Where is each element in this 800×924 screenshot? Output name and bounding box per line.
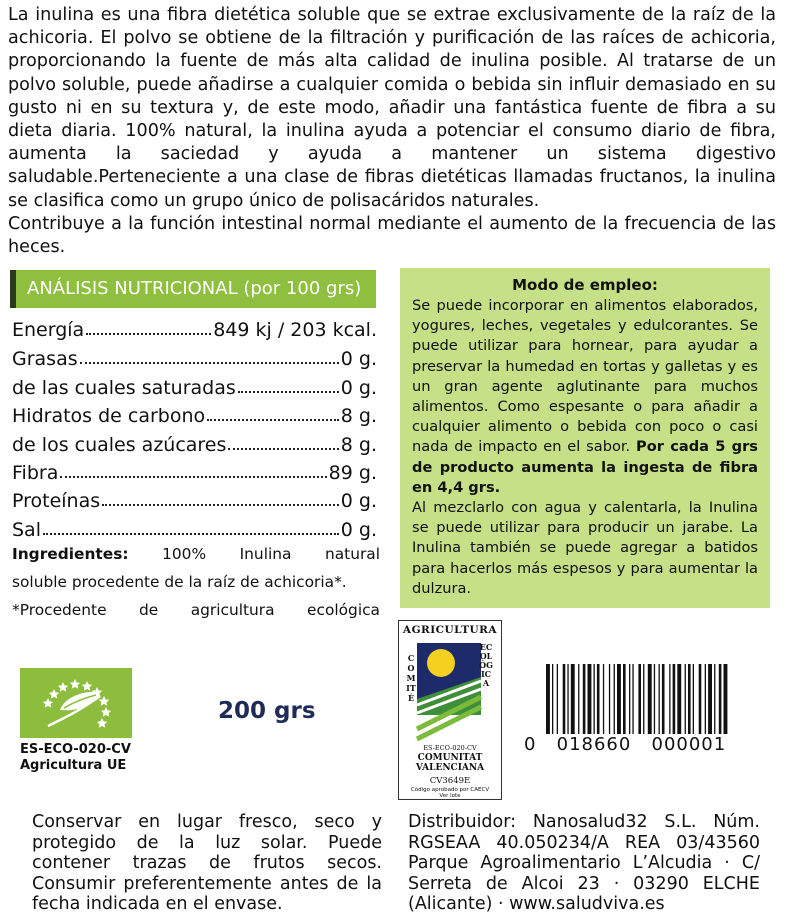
- nutrition-value: 849 kj / 203 kcal.: [213, 319, 377, 341]
- nutrition-label: Fibra: [12, 462, 59, 484]
- barcode-digits: 0 018660 000001: [524, 734, 727, 755]
- nutrition-value: 0 g.: [340, 519, 377, 541]
- nutrition-value: 0 g.: [340, 348, 377, 370]
- nutrition-row-fat: [12, 341, 377, 370]
- nutrition-label: Proteínas: [12, 490, 101, 512]
- nutrition-row-saturated: [12, 370, 377, 399]
- caecv-approved-line: Ver lote: [439, 793, 461, 799]
- product-description: [8, 4, 776, 259]
- ingredients-footnote: *Procedente de agricultura ecológica: [12, 601, 380, 619]
- nutrition-label: Hidratos de carbono: [12, 405, 206, 427]
- caecv-region: [399, 753, 501, 773]
- dot-leader: [238, 390, 339, 393]
- net-weight: 200 grs: [218, 698, 316, 724]
- caecv-emblem-icon: [413, 639, 485, 743]
- caecv-vertical-left: COMITÉ: [406, 653, 416, 703]
- nutrition-value: 89 g.: [328, 462, 377, 484]
- nutrition-row-carbs: [12, 398, 377, 427]
- description-paragraph: La inulina es una fibra dietética soluble que se extrae exclusivamente de la raíz de la achicoria. El polvo se obtiene de la filtración y purificación de las raíces de achicoria, proporcionando la fuente de más alta calidad de inulina posible. Al tratarse de un polvo soluble, puede añadirse a cualquier comida o bebida sin influir demasiado en su gusto ni en su textura y, de este modo, añadir una fantástica fuente de fibra a su dieta diaria. 100% natural, la inulina ayuda a potenciar el consumo diario de fibra, aumenta la saciedad y ayuda a mantener un sistema digestivo saludable.Perteneciente a una clase de fibras dietéticas llamadas fructanos, la inulina se clasifica como un grupo único de polisacáridos naturales.: [8, 5, 776, 211]
- dot-leader: [80, 361, 339, 364]
- nutrition-label: de los cuales azúcares: [12, 434, 227, 456]
- nutrition-value: 8 g.: [340, 405, 377, 427]
- distributor-details: Núm. RGSEAA 40.050234/A REA 03/43560 Parque Agroalimentario L’Alcudia · C/ Serreta de Alcoi 23 · 03290 ELCHE (Alicante) · www.saludviva.es: [408, 812, 760, 915]
- ingredients-line: soluble procedente de la raíz de achicoria*.: [12, 573, 347, 591]
- usage-text-part: Se puede incorporar en alimentos elaborados, yogures, leches, vegetales y edulcorantes. Se puede utilizar para hornear, para ayudar a preservar la humedad en tortas y galletas y es un gran agente aglutinante para muchos alimentos. Como espesante o para añadir a cualquier alimento o bebida con poco o casi nada de impacto en el sabor.: [412, 297, 758, 456]
- nutrition-label: de las cuales saturadas: [12, 377, 236, 399]
- header-accent-bar: [10, 270, 16, 308]
- caecv-vertical-right: ECOLÓGICA: [479, 642, 493, 688]
- storage-instructions: Conservar en lugar fresco, seco y protegido de la luz solar. Puede contener trazas de frutos secos. Consumir preferentemente antes de la fecha indicada en el envase.: [32, 812, 382, 915]
- ingredients: [12, 540, 380, 596]
- dot-leader: [102, 503, 339, 506]
- dot-leader: [43, 532, 339, 535]
- eu-organic-leaf-logo: [20, 668, 132, 738]
- usage-text: [412, 296, 758, 599]
- nutrition-row-energy: [12, 312, 377, 341]
- caecv-code: ES-ECO-020-CV: [423, 744, 477, 752]
- nutrition-header-label: ANÁLISIS NUTRICIONAL (por 100 grs): [27, 278, 362, 299]
- nutrition-value: 0 g.: [340, 490, 377, 512]
- caecv-registration: CV3649E: [429, 776, 471, 786]
- caecv-approved: [399, 787, 501, 799]
- usage-title: Modo de empleo:: [512, 276, 658, 294]
- caecv-top-text: AGRICULTURA: [402, 624, 498, 636]
- distributor-label: Distribuidor: Nanosalud32 S.L.: [408, 812, 697, 832]
- eu-cert-label: Agricultura UE: [20, 758, 127, 773]
- nutrition-value: 0 g.: [340, 377, 377, 399]
- ingredients-label: Ingredientes:: [12, 545, 129, 563]
- eu-cert-code: ES-ECO-020-CV: [20, 742, 131, 757]
- nutrition-row-fiber: [12, 455, 377, 484]
- nutrition-value: 8 g.: [340, 434, 377, 456]
- usage-highlight: Por cada 5 grs de producto aumenta la ingesta de fibra en 4,4 grs.: [412, 438, 758, 496]
- dot-leader: [207, 418, 339, 421]
- nutrition-row-sugars: [12, 427, 377, 456]
- dot-leader: [228, 447, 338, 450]
- ingredients-line: 100% Inulina natural: [162, 545, 380, 563]
- dot-leader: [86, 332, 211, 335]
- nutrition-row-protein: [12, 483, 377, 512]
- usage-box: [400, 268, 770, 608]
- caecv-region-line: VALENCIANA: [415, 763, 485, 773]
- barcode-icon: [546, 664, 750, 734]
- distributor-info: [408, 812, 760, 915]
- nutrition-label: Sal: [12, 519, 41, 541]
- caecv-seal: [398, 620, 502, 800]
- description-paragraph-claim: Contribuye a la función intestinal normal mediante el aumento de la frecuencia de las heces.: [8, 213, 776, 258]
- dot-leader: [60, 475, 326, 478]
- eu-leaf-stars-icon: [20, 668, 132, 738]
- caecv-approved-line: Código aprobado por CAECV: [410, 787, 490, 793]
- eu-certification: [20, 742, 131, 774]
- nutrition-header: [10, 270, 376, 308]
- usage-text-part: Al mezclarlo con agua y calentarla, la Inulina se puede utilizar para producir un jarabe. La Inulina también se puede agregar a batidos para hacerlos más espesos y para aumentar la dulzura.: [412, 499, 758, 597]
- caecv-region-line: COMUNITAT: [417, 753, 483, 763]
- nutrition-label: Energía: [12, 319, 85, 341]
- nutrition-row-salt: [12, 512, 377, 541]
- nutrition-label: Grasas: [12, 348, 78, 370]
